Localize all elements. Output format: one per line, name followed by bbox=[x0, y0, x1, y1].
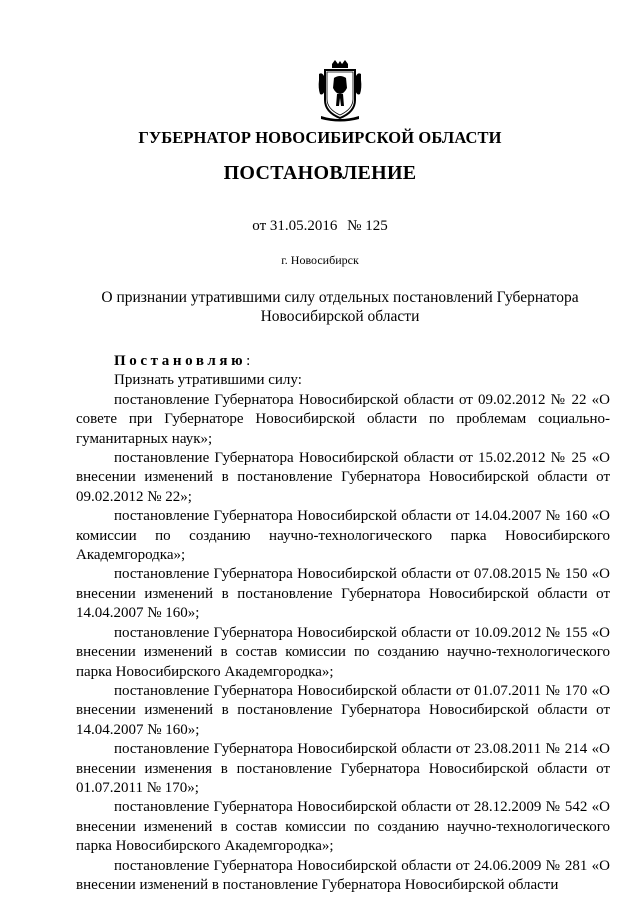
list-item: постановление Губернатора Новосибирской области от 14.04.2007 № 160 «О комиссии по созданию научно-технологического парка Новосибирского Академгородка»; bbox=[76, 508, 610, 564]
list-item: постановление Губернатора Новосибирской области от 15.02.2012 № 25 «О внесении изменений в постановление Губернатора Новосибирской области от 09.02.2012 № 22»; bbox=[76, 450, 610, 505]
list-item: постановление Губернатора Новосибирской области от 28.12.2009 № 542 «О внесении изменений в состав комиссии по созданию научно-технологического парка Новосибирского Академгородка»; bbox=[76, 799, 610, 855]
document-subject bbox=[100, 288, 580, 326]
coat-of-arms-icon bbox=[318, 60, 362, 122]
decree-colon: : bbox=[246, 353, 251, 369]
list-item: постановление Губернатора Новосибирской области от 01.07.2011 № 170 «О внесении изменений в постановление Губернатора Новосибирской области от 14.04.2007 № 160»; bbox=[76, 682, 610, 738]
decree-paragraph bbox=[76, 352, 610, 371]
coat-of-arms-emblem bbox=[318, 60, 362, 122]
intro-paragraph: Признать утратившими силу: bbox=[114, 372, 302, 389]
city-line: г. Новосибирск bbox=[281, 253, 359, 267]
date-number-line bbox=[0, 218, 640, 235]
list-item: постановление Губернатора Новосибирской области от 24.06.2009 № 281 «О внесении изменений в постановление Губернатора Новосибирской области bbox=[76, 857, 610, 893]
decree-word: Постановляю bbox=[114, 353, 247, 369]
issuing-authority: ГУБЕРНАТОР НОВОСИБИРСКОЙ ОБЛАСТИ bbox=[138, 128, 502, 147]
document-type-title: ПОСТАНОВЛЕНИЕ bbox=[223, 162, 417, 184]
document-body bbox=[76, 352, 610, 895]
list-item: постановление Губернатора Новосибирской области от 10.09.2012 № 155 «О внесении изменений в состав комиссии по созданию научно-технологического парка Новосибирского Академгородка»; bbox=[76, 624, 610, 680]
subject-line-1: О признании утратившими силу отдельных постановлений Губернатора bbox=[101, 289, 579, 306]
document-date: от 31.05.2016 bbox=[252, 218, 338, 234]
subject-line-2: Новосибирской области bbox=[260, 308, 420, 325]
list-item: постановление Губернатора Новосибирской области от 07.08.2015 № 150 «О внесении изменений в постановление Губернатора Новосибирской области от 14.04.2007 № 160»; bbox=[76, 566, 610, 622]
document-number: № 125 bbox=[347, 218, 388, 234]
list-item: постановление Губернатора Новосибирской области от 23.08.2011 № 214 «О внесении изменения в постановление Губернатора Новосибирской области от 01.07.2011 № 170»; bbox=[76, 741, 610, 796]
list-item: постановление Губернатора Новосибирской области от 09.02.2012 № 22 «О совете при Губернаторе Новосибирской области по проблемам социально-гуманитарных наук»; bbox=[76, 391, 610, 447]
